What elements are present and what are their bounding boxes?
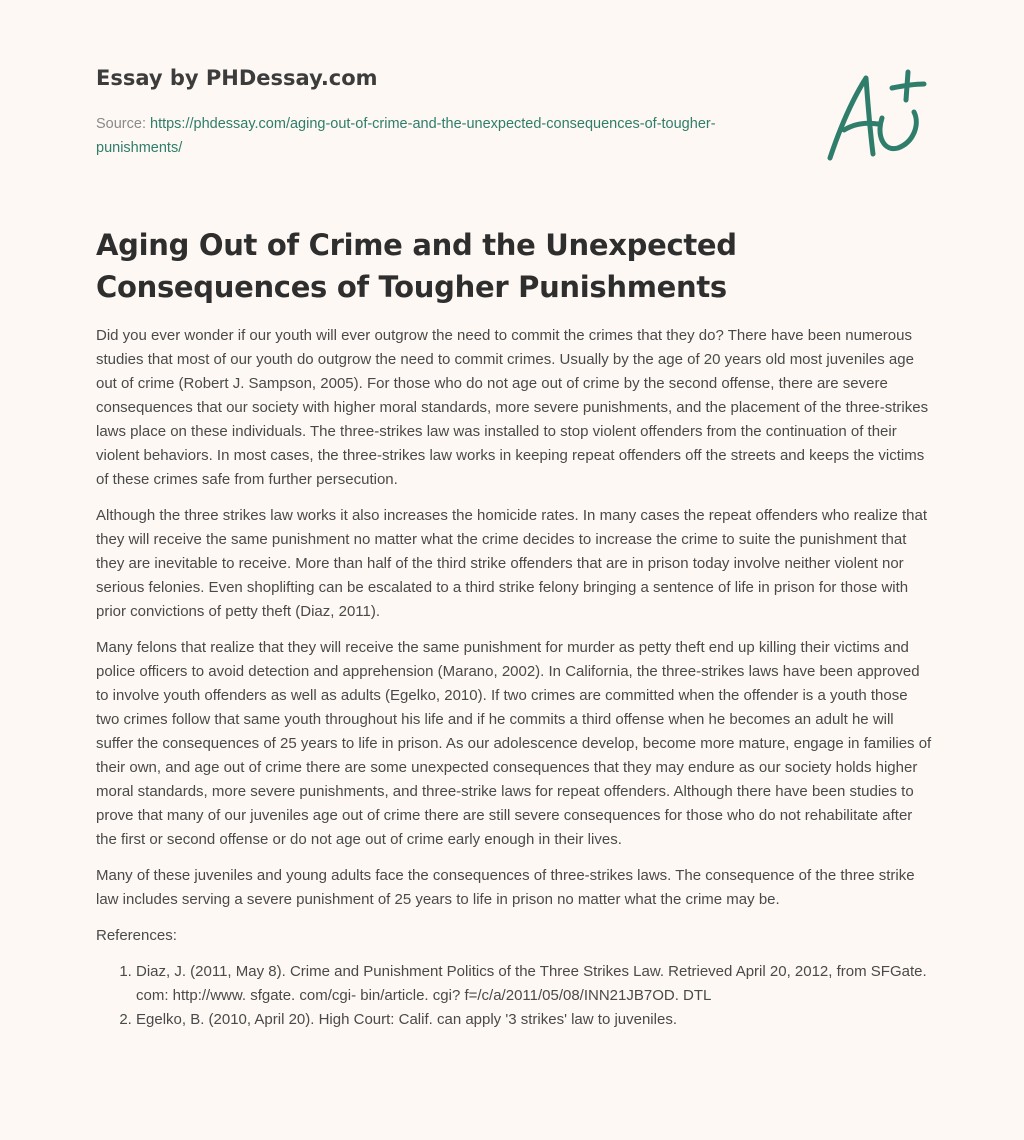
paragraph: Although the three strikes law works it also increases the homicide rates. In many cases the repeat offenders who realize that they will receive the same punishment no matter what the crime decides to increase the crime to suite the punishment that they are inevitable to receive. More than half of the third strike offenders that are in prison today involve neither violent nor serious felonies. Even shoplifting can be escalated to a third strike felony bringing a sentence of life in prison for those with prior convictions of petty theft (Diaz, 2011).	[96, 507, 927, 620]
paragraph: Many felons that realize that they will receive the same punishment for murder as petty theft end up killing their victims and police officers to avoid detection and apprehension (Marano, 2002). In California, the three-strikes laws have been approved to involve youth offenders as well as adults (Egelko, 2010). If two crimes are committed when the offender is a youth those two crimes follow that same youth throughout his life and if he commits a third offense when he becomes an adult he will suffer the consequences of 25 years to life in prison. As our adolescence develop, become more mature, engage in families of their own, and age out of crime there are some unexpected consequences that they may endure as our society holds higher moral standards, more severe punishments, and three-strike laws for repeat offenders. Although there have been studies to prove that many of our juveniles age out of crime there are still severe consequences for those who do not rehabilitate after the first or second offense or do not age out of crime early enough in their lives.	[96, 639, 932, 848]
source-label: Source:	[96, 116, 150, 132]
reference-item: 1. Diaz, J. (2011, May 8). Crime and Punishment Politics of the Three Strikes Law. Retrieved April 20, 2012, from SFGate. com: http://www. sfgate. com/cgi- bin/article. cgi? f=/c/a/2011/05/08/INN21JB7OD. DTL	[136, 960, 932, 1008]
reference-item: 2. Egelko, B. (2010, April 20). High Court: Calif. can apply '3 strikes' law to juveniles.	[136, 1008, 932, 1032]
source-line	[96, 112, 796, 160]
references-list	[96, 960, 932, 1032]
paragraph: Did you ever wonder if our youth will ever outgrow the need to commit the crimes that they do? There have been numerous studies that most of our youth do outgrow the need to commit crimes. Usually by the age of 20 years old most juveniles age out of crime (Robert J. Sampson, 2005). For those who do not age out of crime by the second offense, there are severe consequences that our society with higher moral standards, more severe punishments, and the placement of the three-strikes laws place on these individuals. The three-strikes law was installed to stop violent offenders from the continuation of their violent behaviors. In most cases, the three-strikes law works in keeping repeat offenders off the streets and keeps the victims of these crimes safe from further persecution.	[96, 327, 929, 488]
paragraph: Many of these juveniles and young adults face the consequences of three-strikes laws. The consequence of the three strike law includes serving a severe punishment of 25 years to life in prison no matter what the crime may be.	[96, 867, 915, 908]
essay-title: Aging Out of Crime and the Unexpected Consequences of Tougher Punishments	[96, 228, 737, 304]
a-plus-logo-icon	[818, 66, 928, 166]
essay-body	[96, 324, 932, 1032]
source-link[interactable]: https://phdessay.com/aging-out-of-crime-and-the-unexpected-consequences-of-tougher-punishments/	[96, 116, 716, 156]
references-heading: References:	[96, 927, 177, 944]
site-brand: Essay by PHDessay.com	[96, 66, 378, 90]
